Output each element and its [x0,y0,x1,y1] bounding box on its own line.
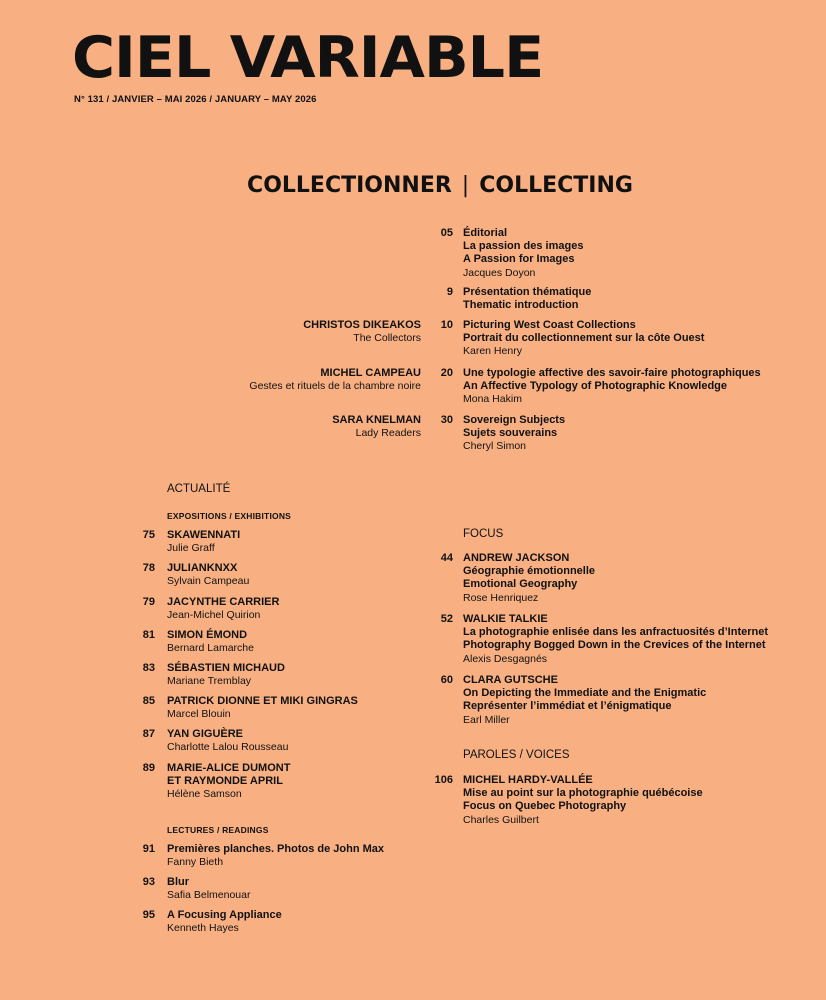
section-label-focus: FOCUS [463,528,504,540]
entry-title: A Focusing Appliance [167,909,282,921]
entry-author: Sylvain Campeau [167,575,250,588]
page-number: 87 [142,728,155,740]
entry-title: YAN GIGUÈRE [167,728,244,740]
entry-line: La photographie enlisée dans les anfractuosités d’Internet [463,626,769,639]
page-number: 106 [434,774,453,786]
sub-label-readings: LECTURES / READINGS [167,825,269,835]
theme-fr: COLLECTIONNER [247,173,452,198]
page-number: 91 [142,843,155,855]
theme-separator: | [461,173,470,198]
entry-title: MARIE-ALICE DUMONT [167,762,291,774]
artist-credit [121,367,421,393]
artist-name: SARA KNELMAN [332,414,421,426]
entry-author: Karen Henry [463,345,522,358]
entry-title: MICHEL HARDY-VALLÉE [463,774,593,786]
entry-line: Sujets souverains [463,427,558,440]
entry-author: Hélène Samson [167,788,242,801]
section-label-voices: PAROLES / VOICES [463,749,570,761]
entry-author: Kenneth Hayes [167,922,239,935]
entry-line: Emotional Geography [463,578,578,591]
theme-heading [0,173,826,198]
theme-en: COLLECTING [479,173,633,198]
entry-line: Sovereign Subjects [463,414,566,426]
artist-work: The Collectors [353,332,421,345]
entry-author: Marcel Blouin [167,708,231,721]
magazine-title: CIEL VARIABLE [72,25,544,91]
entry-line: Présentation thématique [463,286,592,298]
entry-line: Représenter l’immédiat et l’énigmatique [463,700,672,713]
entry-title: JULIANKNXX [167,562,238,574]
entry-line: An Affective Typology of Photographic Knowledge [463,380,728,393]
entry-title: JACYNTHE CARRIER [167,596,280,608]
entry-title: SKAWENNATI [167,529,241,541]
entry-title: Blur [167,876,189,888]
page-number: 79 [142,596,155,608]
entry-author: Charlotte Lalou Rousseau [167,741,289,754]
entry-line: Thematic introduction [463,299,579,312]
entry-line: Picturing West Coast Collections [463,319,636,331]
section-label-actualite: ACTUALITÉ [167,483,231,495]
entry-title: ET RAYMONDE APRIL [167,775,283,788]
entry-line: A Passion for Images [463,253,575,266]
entry-author: Mona Hakim [463,393,522,406]
page-number: 95 [142,909,155,921]
artist-name: MICHEL CAMPEAU [320,367,421,379]
entry-author: Earl Miller [463,713,510,726]
entry-line: Mise au point sur la photographie québécoise [463,787,703,800]
entry-author: Mariane Tremblay [167,675,252,688]
entry-line: La passion des images [463,240,584,253]
entry-title: SÉBASTIEN MICHAUD [167,662,285,674]
page-number: 10 [440,319,453,331]
entry-author: Fanny Bieth [167,856,224,869]
page-number: 44 [440,552,453,564]
entry-title: Premières planches. Photos de John Max [167,843,385,855]
page-number: 52 [440,613,453,625]
entry-author: Alexis Desgagnés [463,652,548,665]
entry-line: Focus on Quebec Photography [463,800,627,813]
issue-line: N° 131 / JANVIER – MAI 2026 / JANUARY – MAY 2026 [74,94,317,105]
entry-author: Bernard Lamarche [167,642,254,655]
artist-work: Gestes et rituels de la chambre noire [249,380,421,393]
page-number: 81 [142,629,155,641]
artist-credit [121,414,421,440]
artist-name: CHRISTOS DIKEAKOS [303,319,421,331]
entry-author: Julie Graff [167,542,215,555]
page-number: 89 [142,762,155,774]
entry-title: WALKIE TALKIE [463,613,548,625]
entry-line: On Depicting the Immediate and the Enigmatic [463,687,707,700]
entry-line: Portrait du collectionnement sur la côte Ouest [463,332,705,345]
page-number: 60 [440,674,453,686]
entry-title: ANDREW JACKSON [463,552,570,564]
entry-author: Jacques Doyon [463,266,536,279]
page-number: 85 [142,695,155,707]
entry-author: Jean-Michel Quirion [167,609,261,622]
entry-author: Cheryl Simon [463,440,527,453]
page-number: 30 [440,414,453,426]
entry-title: PATRICK DIONNE ET MIKI GINGRAS [167,695,358,707]
entry-author: Rose Henriquez [463,591,539,604]
page-number: 9 [446,286,453,298]
page-number: 20 [440,367,453,379]
entry-line: Géographie émotionnelle [463,565,596,578]
page-number: 05 [440,227,453,239]
page-number: 75 [142,529,155,541]
artist-work: Lady Readers [355,427,421,440]
page-number: 78 [142,562,155,574]
sub-label-exhibitions: EXPOSITIONS / EXHIBITIONS [167,511,292,521]
entry-line: Une typologie affective des savoir-faire photographiques [463,367,761,379]
page-number: 83 [142,662,155,674]
artist-credit [121,319,421,345]
entry-title: CLARA GUTSCHE [463,674,558,686]
entry-author: Safia Belmenouar [167,889,251,902]
entry-line: Photography Bogged Down in the Crevices of the Internet [463,639,766,652]
entry-author: Charles Guilbert [463,813,539,826]
page-number: 93 [142,876,155,888]
entry-line: Éditorial [463,227,508,239]
entry-title: SIMON ÉMOND [167,629,248,641]
